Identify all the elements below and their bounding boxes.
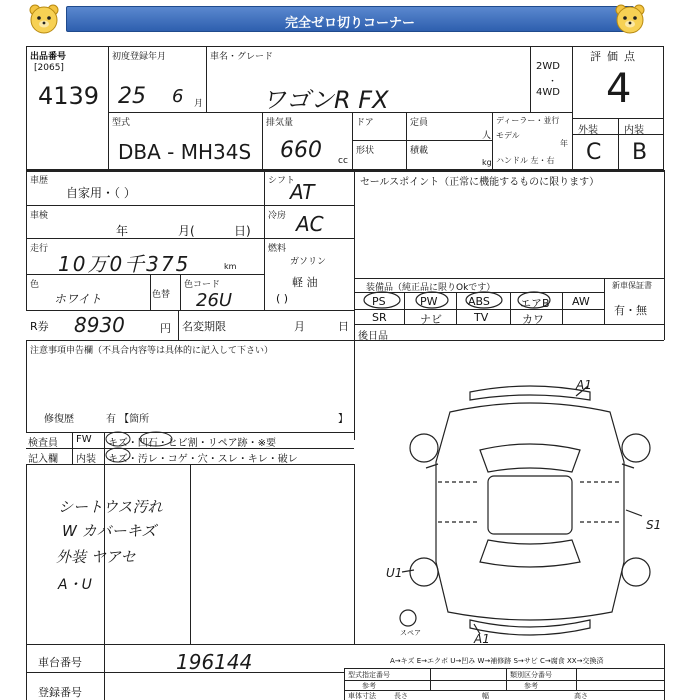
model-label: 型式 [112, 118, 131, 128]
body-height-label: 高さ [574, 692, 588, 700]
aircon-label: 冷房 [268, 211, 287, 221]
repair-label: 修復歴 [44, 414, 74, 425]
damage-mark-s1: S1 [646, 518, 662, 532]
handwritten-note-2: W カバーキズ [62, 522, 157, 540]
equip-abs: ABS [468, 295, 490, 308]
lot-number-label: 出品番号 [30, 52, 67, 62]
fuel-diesel: 軽 油 [292, 276, 318, 289]
model-year-unit: 年 [560, 139, 568, 148]
recycle-label: R券 [30, 320, 49, 333]
first-registration-month: 6 [172, 86, 184, 107]
handwritten-note-4: A・U [58, 577, 92, 593]
shape-label: 形状 [356, 146, 375, 156]
repair-value: 有 【箇所 [106, 414, 150, 425]
drive-2wd: 2WD [536, 61, 560, 72]
header-bar [66, 6, 634, 32]
shift-value: AT [290, 180, 315, 204]
class-number-ref: 参考 [524, 682, 538, 690]
warranty-value: 有・無 [614, 304, 647, 317]
interior-score: B [632, 140, 648, 165]
damage-legend: A→キズ E→エクボ U→凹み W→補修跡 S→サビ C→腐食 XX→交換済 [390, 657, 604, 665]
capacity-label: 定員 [410, 118, 429, 128]
interior-row-label: 内装 [76, 454, 96, 465]
displacement-label: 排気量 [266, 118, 294, 128]
damage-mark-a1-rear: A1 [474, 632, 490, 646]
fuel-label: 燃料 [268, 244, 287, 254]
body-length-label: 長さ [394, 692, 408, 700]
body-width-label: 幅 [482, 692, 489, 700]
shift-label: シフト [268, 176, 296, 186]
capacity-unit: 人 [482, 131, 492, 141]
interior-label: 内装 [624, 125, 644, 136]
registration-number-label: 登録番号 [38, 686, 82, 699]
recycle-unit: 円 [160, 322, 171, 335]
equip-tv: TV [474, 311, 489, 324]
bear-mascot-left-icon [26, 2, 62, 38]
displacement-value: 660 [280, 138, 322, 163]
car-name-label: 車名・グレード [210, 52, 274, 62]
equipment-circle-marks [360, 290, 560, 310]
score-value: 4 [606, 66, 632, 112]
inspection-label: 車検 [30, 211, 49, 221]
record-label: 記入欄 [28, 454, 58, 465]
color-change-label: 色替 [152, 290, 171, 300]
color-label: 色 [30, 280, 40, 290]
body-size-label: 車体寸法 [348, 692, 376, 700]
drive-dot: ・ [548, 77, 558, 87]
model-designation-label: 型式指定番号 [348, 671, 390, 679]
damage-mark-a1-front: A1 [576, 378, 592, 392]
equip-sr: SR [372, 311, 387, 324]
damage-mark-u1: U1 [386, 566, 403, 580]
inspector-circle-marks [104, 430, 194, 466]
car-name-value: ワゴンR FX [262, 86, 389, 114]
chassis-label: 車台番号 [38, 656, 82, 669]
transfer-month: 月 [294, 320, 305, 333]
load-unit: kg [482, 158, 492, 167]
inspection-month: 月( [178, 224, 195, 238]
equipment-label: 装備品（純正品に限りOkです） [366, 283, 496, 293]
ownership-value: 自家用・（ ） [66, 186, 136, 200]
notes-label: 注意事項申告欄（不具合内容等は具体的に記入して下さい） [30, 346, 274, 356]
mileage-value: 10万0千375 [58, 252, 191, 276]
load-label: 積載 [410, 146, 429, 156]
equip-ps: PS [372, 295, 386, 308]
car-body-diagram [380, 372, 680, 644]
mileage-label: 走行 [30, 244, 49, 254]
equip-leather: カワ [522, 313, 544, 326]
handwritten-note-3: 外装 ヤアセ [56, 548, 136, 566]
first-registration-year: 25 [118, 84, 146, 109]
exterior-score: C [586, 140, 602, 165]
recycle-value: 8930 [74, 313, 125, 337]
repair-bracket-close: 】 [338, 414, 348, 425]
fuel-gasoline: ガソリン [290, 257, 327, 267]
back-seat-label: 後日品 [358, 331, 388, 342]
lot-number: 4139 [38, 82, 100, 110]
model-year-label: モデル [496, 131, 520, 140]
fuel-paren: ( ) [276, 292, 289, 305]
score-label: 評価点 [590, 50, 641, 63]
bear-mascot-right-icon [612, 2, 648, 38]
aircon-value: AC [296, 212, 324, 236]
handwritten-note-1: シートウス汚れ [58, 498, 163, 516]
ownership-label: 車歴 [30, 176, 49, 186]
mileage-unit: km [224, 262, 237, 271]
equip-airbag: エアB [520, 297, 550, 310]
spare-label: スペア [400, 629, 421, 637]
equip-pw: PW [420, 295, 438, 308]
color-code-label: 色コード [184, 280, 221, 290]
equip-navi: ナビ [420, 313, 442, 326]
chassis-value: 196144 [176, 650, 253, 674]
header-title: 完全ゼロ切りコーナー [284, 16, 415, 31]
model-value: DBA - MH34S [118, 140, 252, 164]
inspection-year: 年 [116, 224, 129, 238]
displacement-unit: cc [338, 156, 348, 166]
model-designation-ref: 参考 [362, 682, 376, 690]
transfer-day: 日 [338, 320, 349, 333]
color-code-value: 26U [196, 290, 233, 311]
transfer-label: 名変期限 [182, 320, 226, 333]
drive-4wd: 4WD [536, 87, 560, 98]
exterior-label: 外装 [578, 125, 598, 136]
dealer-label: ディーラー・並行 [496, 116, 560, 125]
door-label: ドア [356, 118, 374, 128]
first-registration-label: 初度登録年月 [112, 52, 167, 62]
class-number-label: 類別区分番号 [510, 671, 552, 679]
warranty-label: 新車保証書 [612, 281, 652, 290]
inspection-day: 日) [234, 224, 251, 238]
sales-point-label: セールスポイント（正常に機能するものに限ります） [360, 177, 600, 188]
interior-items: キズ・汚レ・コゲ・穴・スレ・キレ・破レ [108, 454, 298, 465]
equip-aw: AW [572, 295, 590, 308]
handle-label: ハンドル 左・右 [496, 156, 555, 165]
inspector-label: 検査員 [28, 438, 58, 449]
fw-items: キズ・凹石・ヒビ割・リペア跡・※要 [108, 438, 276, 449]
color-value: ホワイト [54, 292, 102, 306]
month-unit: 月 [194, 99, 204, 109]
lot-sub-number: [2065] [34, 63, 64, 73]
fw-label: FW [76, 434, 92, 445]
